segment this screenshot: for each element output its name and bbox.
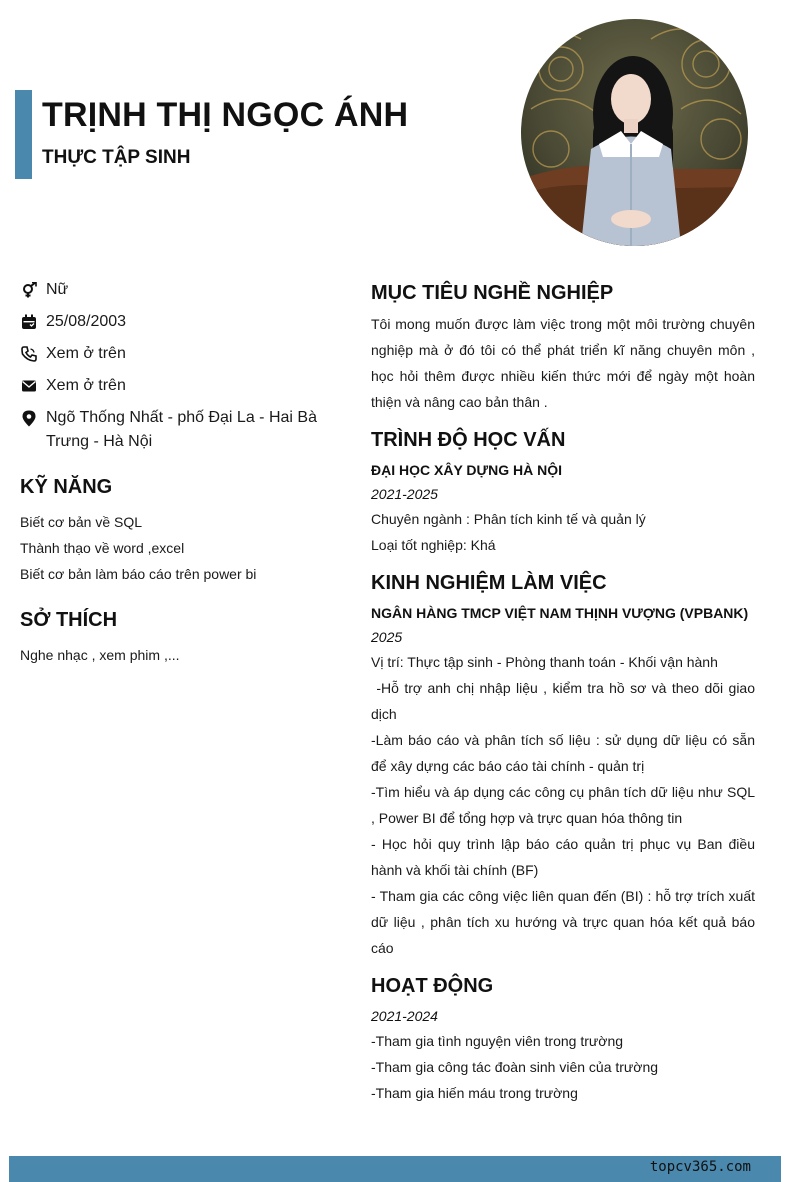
skill-item: Biết cơ bản làm báo cáo trên power bi <box>20 566 257 582</box>
skills-list <box>20 509 320 587</box>
hobbies-title: SỞ THÍCH <box>20 609 118 631</box>
skills-title: KỸ NĂNG <box>20 476 113 498</box>
hobbies-list <box>20 642 320 668</box>
experience-line: -Tìm hiểu và áp dụng các công cụ phân tích dữ liệu như SQL , Power BI để tổng hợp và trực quan hóa thông tin <box>371 784 755 826</box>
experience-line: - Tham gia các công việc liên quan đến (BI) : hỗ trợ trích xuất dữ liệu , phân tích xu hướng và trực quan hóa kết quả báo cáo <box>371 888 755 956</box>
candidate-title: THỰC TẬP SINH <box>42 147 191 168</box>
info-birthday <box>20 310 320 334</box>
experience-line: Vị trí: Thực tập sinh - Phòng thanh toán - Khối vận hành <box>371 654 718 670</box>
experience-section <box>371 572 759 961</box>
hobby-item: Nghe nhạc , xem phim ,... <box>20 647 180 663</box>
experience-company: NGÂN HÀNG TMCP VIỆT NAM THỊNH VƯỢNG (VPBANK) <box>371 605 749 621</box>
right-column <box>371 282 759 1120</box>
left-column <box>20 278 320 668</box>
footer-bar <box>9 1156 781 1182</box>
experience-line: -Hỗ trợ anh chị nhập liệu , kiểm tra hồ sơ và theo dõi giao dịch <box>371 680 759 722</box>
profile-photo <box>521 19 748 246</box>
objective-section <box>371 282 755 415</box>
education-line: Chuyên ngành : Phân tích kinh tế và quản lý <box>371 511 646 527</box>
info-address <box>20 406 320 454</box>
info-address-text: Ngõ Thống Nhất - phố Đại La - Hai Bà Trưng - Hà Nội <box>46 409 317 450</box>
email-icon <box>20 374 38 398</box>
activity-item: -Tham gia công tác đoàn sinh viên của trường <box>371 1059 659 1075</box>
experience-period: 2025 <box>371 629 403 645</box>
activities-period: 2021-2024 <box>371 1008 438 1024</box>
calendar-icon <box>20 310 38 334</box>
activity-item: -Tham gia tình nguyện viên trong trường <box>371 1033 624 1049</box>
location-icon <box>20 406 38 430</box>
objective-title: MỤC TIÊU NGHỀ NGHIỆP <box>371 282 614 304</box>
activities-section <box>371 975 755 1106</box>
education-period: 2021-2025 <box>371 486 438 502</box>
education-line: Loại tốt nghiệp: Khá <box>371 537 496 553</box>
education-title: TRÌNH ĐỘ HỌC VẤN <box>371 429 566 451</box>
footer-brand: topcv365.com <box>649 1159 751 1175</box>
activities-title: HOẠT ĐỘNG <box>371 975 494 997</box>
experience-title: KINH NGHIỆM LÀM VIỆC <box>371 572 607 594</box>
objective-text: Tôi mong muốn được làm việc trong một môi trường chuyên nghiệp mà ở đó tôi có thể phát triển kĩ năng chuyên môn , học hỏi thêm được nhiều kiến thức mới để ngày một hoàn thiện và nâng cao bản thân . <box>371 316 755 410</box>
info-birthday-text: 25/08/2003 <box>46 313 127 330</box>
info-phone <box>20 342 320 366</box>
gender-icon <box>20 278 38 302</box>
info-gender <box>20 278 320 302</box>
activity-item: -Tham gia hiến máu trong trường <box>371 1085 578 1101</box>
info-phone-text: Xem ở trên <box>46 345 126 362</box>
skill-item: Biết cơ bản về SQL <box>20 514 143 530</box>
education-school: ĐẠI HỌC XÂY DỰNG HÀ NỘI <box>371 462 563 478</box>
info-email <box>20 374 320 398</box>
info-gender-text: Nữ <box>46 281 69 298</box>
experience-line: - Học hỏi quy trình lập báo cáo quản trị phục vụ Ban điều hành và khối tài chính (BF) <box>371 836 755 878</box>
phone-icon <box>20 342 38 366</box>
info-email-text: Xem ở trên <box>46 377 126 394</box>
skill-item: Thành thạo về word ,excel <box>20 540 185 556</box>
experience-line: -Làm báo cáo và phân tích số liệu : sử dụng dữ liệu có sẵn để xây dựng các báo cáo tài chính - quản trị <box>371 732 755 774</box>
candidate-name: TRỊNH THỊ NGỌC ÁNH <box>42 96 409 134</box>
education-section <box>371 429 755 558</box>
header-accent-bar <box>15 90 32 179</box>
